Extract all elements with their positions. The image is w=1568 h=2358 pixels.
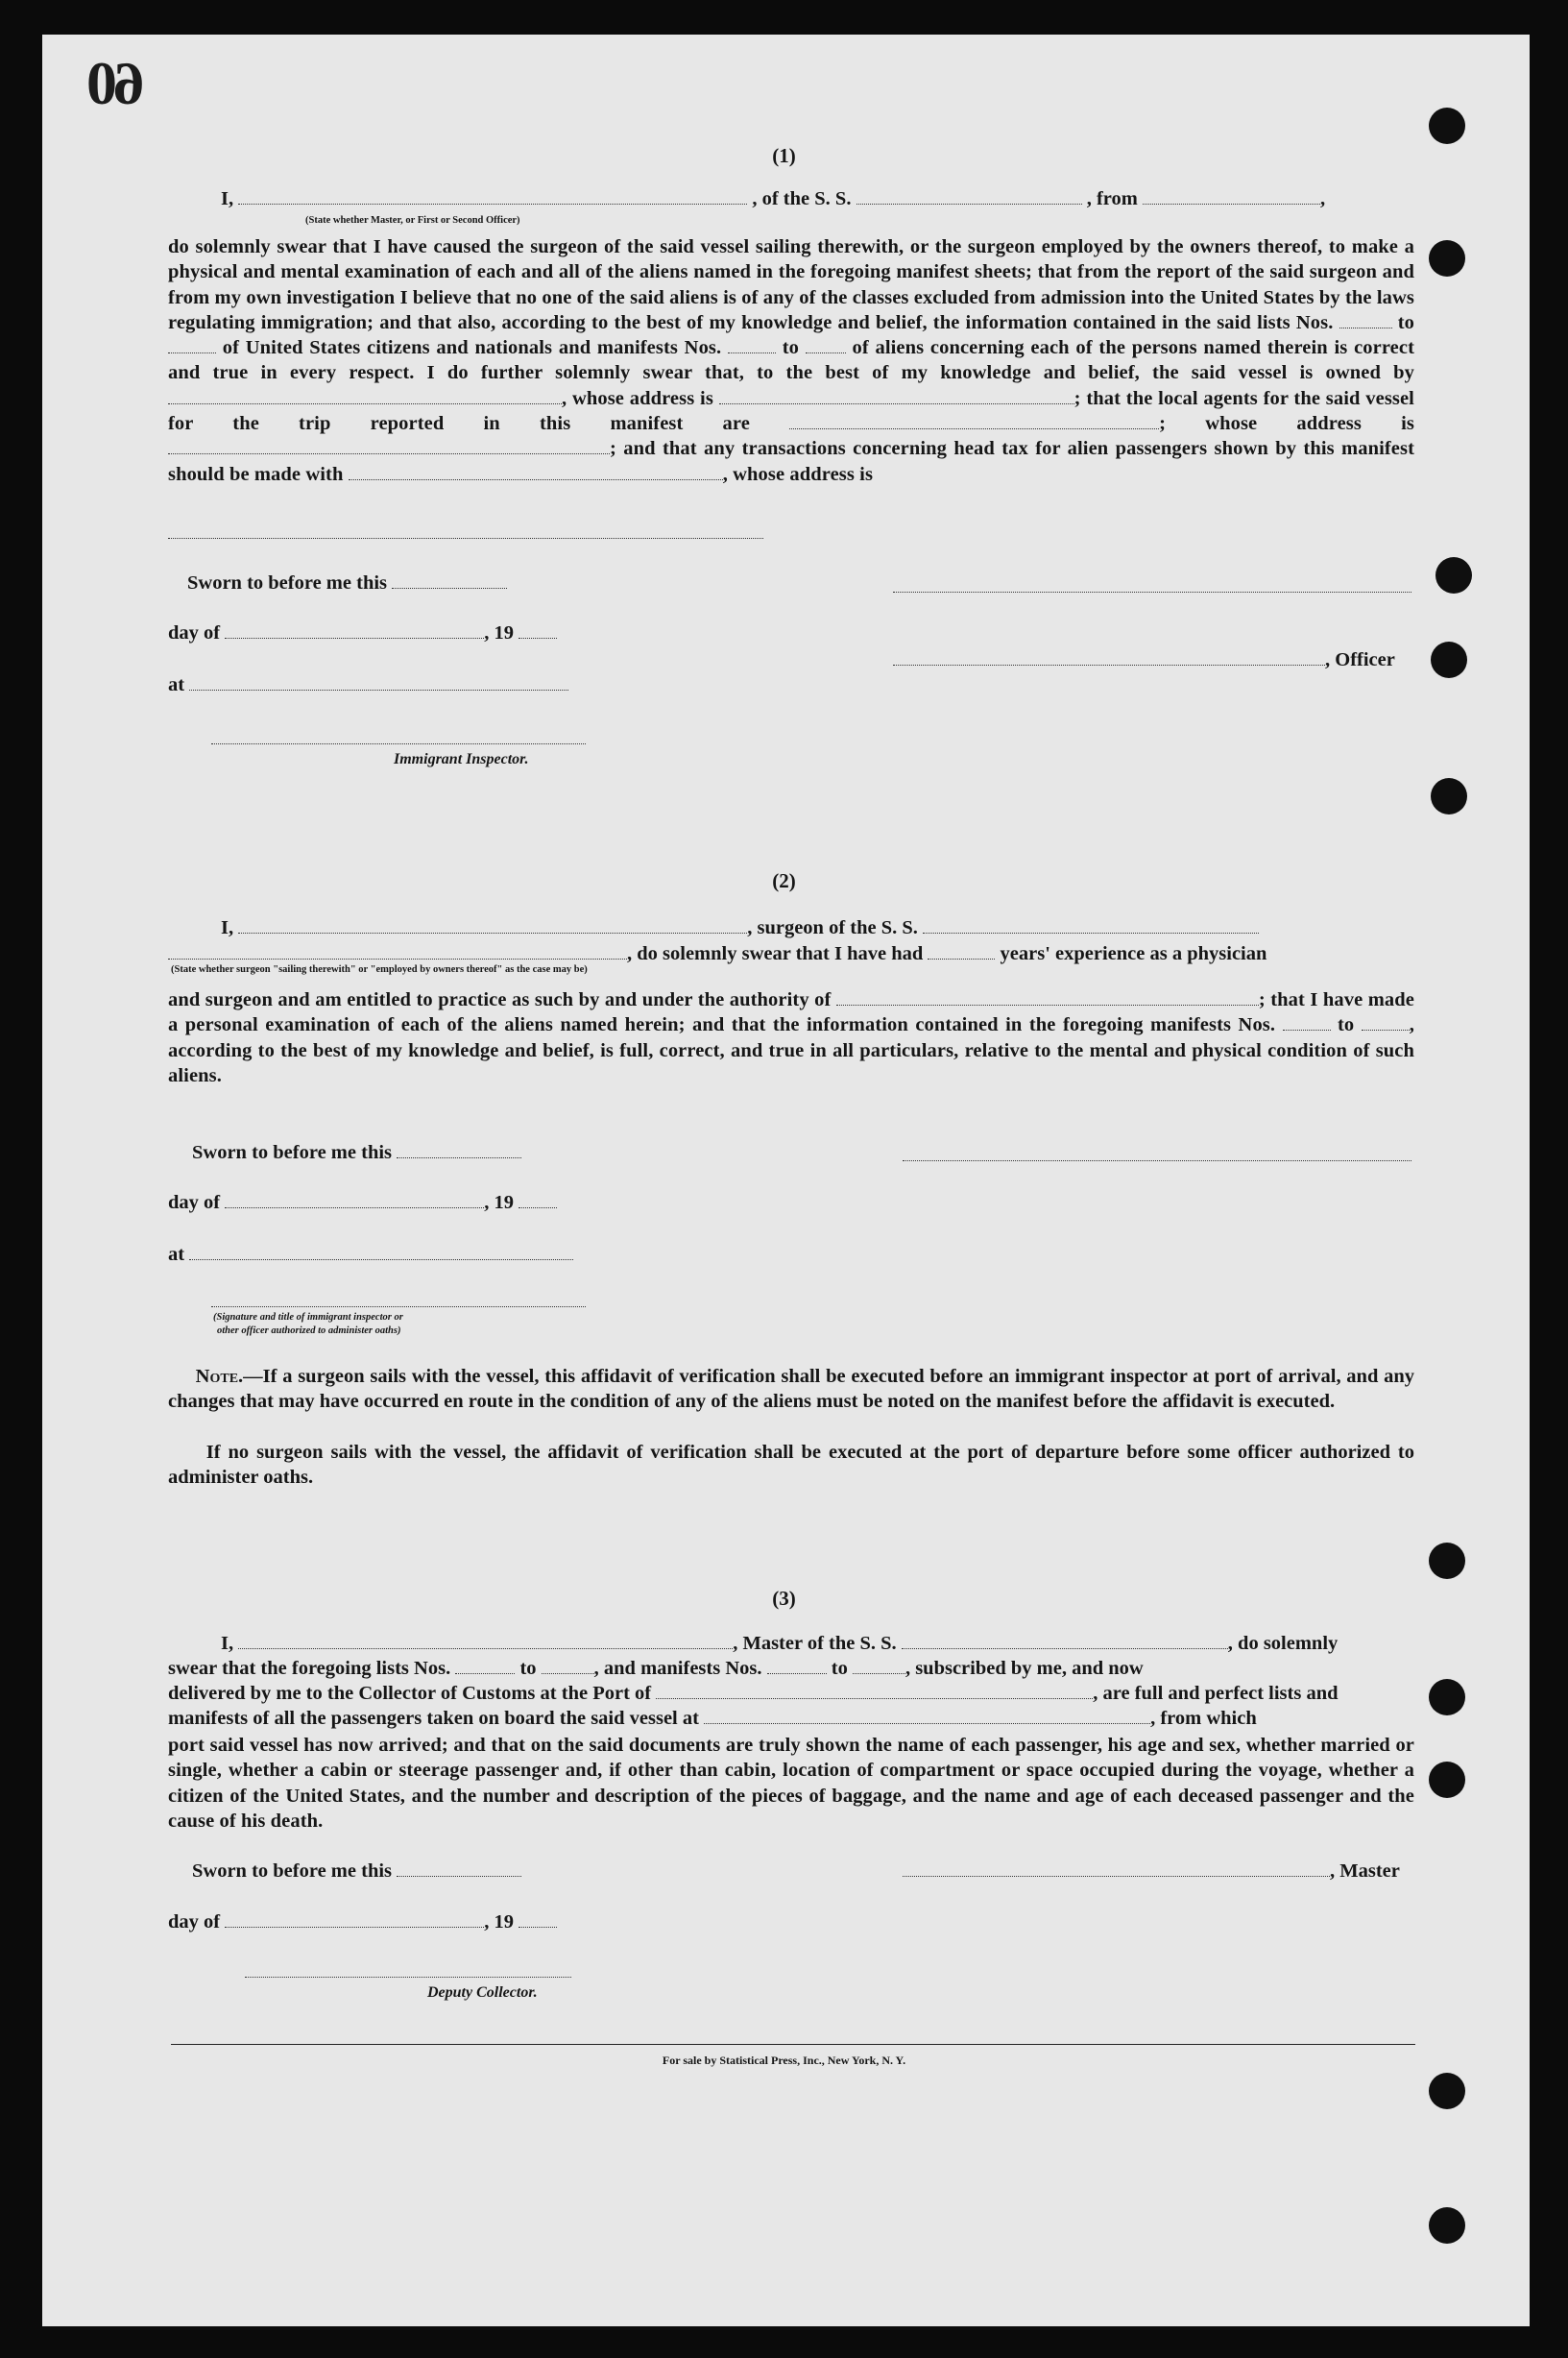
subscribed-label: , subscribed by me, and now <box>905 1658 1144 1679</box>
inspector-caption-line-1: (Signature and title of immigrant inspector or <box>213 1312 403 1323</box>
i-label: I, <box>221 1633 234 1654</box>
to-label: to <box>1338 1014 1355 1036</box>
manifests-to-field[interactable] <box>1362 1016 1410 1031</box>
manifests-label: , and manifests Nos. <box>593 1658 762 1679</box>
to-label: to <box>782 337 799 359</box>
day-of-label: day of <box>168 1911 221 1933</box>
master-label: , Master <box>1330 1860 1400 1882</box>
section-1-oath-text <box>168 234 1414 487</box>
punch-hole <box>1431 778 1467 814</box>
footer-imprint: For sale by Statistical Press, Inc., New York, N. Y. <box>662 2054 906 2067</box>
note-paragraph-1 <box>168 1364 1414 1415</box>
manifests-to-field[interactable] <box>806 339 846 353</box>
month-field[interactable] <box>225 1913 484 1928</box>
year-prefix: , 19 <box>484 1911 514 1933</box>
port-field[interactable] <box>656 1685 1093 1699</box>
sworn-label: Sworn to before me this <box>192 1860 393 1882</box>
officer-signature-top-field[interactable] <box>893 592 1411 593</box>
to-label: to <box>831 1658 848 1679</box>
lists-from-field[interactable] <box>455 1660 515 1674</box>
punch-hole <box>1429 1762 1465 1798</box>
surgeon-status-field[interactable] <box>168 945 627 960</box>
deputy-caption: Deputy Collector. <box>427 1984 538 2001</box>
officer-label: , Officer <box>1325 649 1395 670</box>
year-prefix: , 19 <box>484 1192 514 1213</box>
officer-line <box>893 649 1395 671</box>
punch-hole <box>1435 557 1472 594</box>
section-2-oath-text <box>168 987 1414 1088</box>
section-3-line-2 <box>168 1658 1144 1680</box>
manifests-to-field[interactable] <box>853 1660 905 1674</box>
note-text-1: —If a surgeon sails with the vessel, this affidavit of verification shall be executed before an immigrant inspector at port of arrival, and any changes that may have occurred en route in the condition of any of the aliens must be noted on the manifest before the affidavit is executed. <box>168 1366 1414 1413</box>
sworn-line <box>192 1142 521 1164</box>
swear-lists-label: swear that the foregoing lists Nos. <box>168 1658 451 1679</box>
day-of-label: day of <box>168 622 221 644</box>
section-1-line-1 <box>221 188 1325 210</box>
local-agents-field[interactable] <box>789 415 1159 429</box>
sworn-label: Sworn to before me this <box>187 572 388 594</box>
swear-label: , do solemnly swear that I have had <box>627 943 924 964</box>
officer-note: (State whether Master, or First or Second Officer) <box>305 215 520 226</box>
oath-text-e: ; and that any transactions concerning head tax for alien passengers shown by this manifest should be made with <box>168 438 1414 485</box>
punch-hole <box>1429 2073 1465 2109</box>
delivered-label: delivered by me to the Collector of Customs at the Port of <box>168 1683 652 1704</box>
years-field[interactable] <box>928 945 995 960</box>
oath-text-c: , according to the best of my knowledge and belief, is full, correct, and true in all particulars, relative to the mental and physical condition of such aliens. <box>168 1014 1414 1086</box>
vessel-name-field[interactable] <box>856 190 1082 205</box>
surgeon-note: (State whether surgeon "sailing therewith" or "employed by owners thereof" as the case may be) <box>171 964 588 975</box>
page-number: 60 <box>90 49 144 117</box>
master-of-label: , Master of the S. S. <box>733 1633 897 1654</box>
surgeon-vessel-field[interactable] <box>923 919 1259 934</box>
inspector-signature-field[interactable] <box>211 1306 586 1307</box>
manifests-from-field[interactable] <box>767 1660 827 1674</box>
sworn-date-field[interactable] <box>397 1144 521 1158</box>
oath-text-d: that the local agents for the said vessel for the trip reported in this manifest are <box>168 387 1414 435</box>
punch-hole <box>1429 108 1465 144</box>
lists-to-field[interactable] <box>168 339 216 353</box>
footer-rule <box>171 2044 1415 2045</box>
punch-hole <box>1429 1679 1465 1715</box>
oath-text-b: that I have made a personal examination of each of the aliens named herein; and that the information contained in the foregoing manifests Nos. <box>168 989 1414 1036</box>
inspector-caption: Immigrant Inspector. <box>394 751 529 767</box>
day-of-line <box>168 1192 557 1214</box>
whose-address-label: whose address is <box>1205 413 1414 435</box>
manifests-from-field[interactable] <box>1283 1016 1331 1031</box>
inspector-caption-line-2: other officer authorized to administer oaths) <box>217 1325 401 1336</box>
lists-to-field[interactable] <box>542 1660 594 1674</box>
punch-hole <box>1431 642 1467 678</box>
year-field[interactable] <box>519 1913 557 1928</box>
surgeon-signature-field[interactable] <box>903 1160 1411 1161</box>
solemnly-label: , do solemnly <box>1227 1633 1339 1654</box>
note-label: Note. <box>195 1366 244 1387</box>
to-label: to <box>1397 311 1414 333</box>
bleed-through-text <box>538 567 550 589</box>
sworn-label: Sworn to before me this <box>192 1142 393 1163</box>
month-field[interactable] <box>225 1194 484 1208</box>
officer-signature-field[interactable] <box>893 651 1325 666</box>
officer-name-field[interactable] <box>238 190 747 205</box>
section-3-oath-text: port said vessel has now arrived; and that on the said documents are truly shown the name of each passenger, his age and sex, whether married or single, whether a cabin or steerage passenger and, if other than cabin, location of compartment or space occupied during the voyage, whether a citizen of the United States, and the number and description of the pieces of baggage, and the name and age of each deceased passenger and the cause of his death. <box>168 1735 1414 1832</box>
section-2-number: (2) <box>772 869 796 892</box>
i-label: I, <box>221 917 234 938</box>
of-ss-label: , of the S. S. <box>752 188 852 209</box>
manifests-from-field[interactable] <box>728 339 776 353</box>
at-label: at <box>168 1244 185 1265</box>
from-port-field[interactable] <box>1143 190 1320 205</box>
sworn-line <box>192 1860 521 1883</box>
punch-hole <box>1429 1543 1465 1579</box>
master-signature-field[interactable] <box>903 1862 1330 1877</box>
inspector-signature-field[interactable] <box>211 743 586 744</box>
master-line <box>903 1860 1400 1883</box>
whose-address-label: , whose address is <box>562 387 713 409</box>
lists-from-field[interactable] <box>1339 314 1392 328</box>
surgeon-of-label: , surgeon of the S. S. <box>747 917 918 938</box>
punch-hole <box>1429 2207 1465 2244</box>
year-field[interactable] <box>519 624 557 639</box>
semicolon: ; <box>1159 413 1167 435</box>
oath-text-a: and surgeon and am entitled to practice as such by and under the authority of <box>168 989 832 1010</box>
section-1-number: (1) <box>772 144 796 167</box>
oath-text-a: do solemnly swear that I have caused the surgeon of the said vessel sailing therewith, or the surgeon employed by the owners thereof, to make a physical and mental examination of each and all of the aliens named in the foregoing manifest sheets; that from the report of the said surgeon and from my own investigation I believe that no one of the said aliens is of any of the classes excluded from admission into the United States by the laws regulating immigration; and that also, according to the best of my knowledge and belief, the information contained in the said lists Nos. <box>168 236 1414 333</box>
at-line <box>168 674 568 696</box>
oath-text-b: of United States citizens and nationals and manifests Nos. <box>222 337 722 359</box>
month-field[interactable] <box>225 624 484 639</box>
section-3-number: (3) <box>772 1587 796 1610</box>
section-3-line-1 <box>221 1633 1338 1655</box>
section-2-line-2 <box>168 943 1266 965</box>
comma: , <box>1319 188 1326 209</box>
manifests-all-label: manifests of all the passengers taken on board the said vessel at <box>168 1708 699 1729</box>
day-of-line <box>168 1911 557 1933</box>
section-3-line-4 <box>168 1708 1257 1730</box>
years-label: years' experience as a physician <box>1000 943 1267 964</box>
owner-address-field[interactable] <box>719 390 1074 404</box>
oath-text-c: of aliens concerning each of the persons named therein is correct and true in every respect. I do further solemnly swear that, to the best of my knowledge and belief, the said vessel is owned by <box>168 337 1414 384</box>
deputy-signature-field[interactable] <box>245 1977 571 1978</box>
to-label: to <box>519 1658 537 1679</box>
semicolon: ; <box>1258 989 1266 1010</box>
day-of-label: day of <box>168 1192 221 1213</box>
at-place-field[interactable] <box>189 676 568 691</box>
surgeon-name-field[interactable] <box>238 919 747 934</box>
contact-address-field[interactable] <box>168 538 763 539</box>
head-tax-contact-field[interactable] <box>349 466 723 480</box>
year-prefix: , 19 <box>484 622 514 644</box>
from-which-label: , from which <box>1150 1708 1257 1729</box>
note-text-2: If no surgeon sails with the vessel, the affidavit of verification shall be executed at the port of departure before some officer authorized to administer oaths. <box>168 1442 1414 1489</box>
section-3-line-3 <box>168 1683 1339 1705</box>
whose-address-label: , whose address is <box>722 463 874 485</box>
at-label: at <box>168 674 185 695</box>
i-label: I, <box>221 188 234 209</box>
semicolon: ; <box>1073 387 1081 409</box>
day-of-line <box>168 622 557 644</box>
sworn-date-field[interactable] <box>397 1862 521 1877</box>
from-label: , from <box>1086 188 1138 209</box>
master-name-field[interactable] <box>238 1635 733 1649</box>
sworn-date-field[interactable] <box>392 574 507 589</box>
boarding-port-field[interactable] <box>704 1710 1150 1724</box>
authority-field[interactable] <box>836 991 1259 1006</box>
full-perfect-label: , are full and perfect lists and <box>1093 1683 1339 1704</box>
note-paragraph-2 <box>168 1440 1414 1491</box>
section-2-line-1 <box>221 917 1259 939</box>
agents-address-field[interactable] <box>168 440 610 454</box>
punch-hole <box>1429 240 1465 277</box>
sworn-line <box>187 572 507 595</box>
at-place-field[interactable] <box>189 1246 573 1260</box>
master-vessel-field[interactable] <box>902 1635 1228 1649</box>
owner-field[interactable] <box>168 390 562 404</box>
year-field[interactable] <box>519 1194 557 1208</box>
at-line <box>168 1244 573 1266</box>
